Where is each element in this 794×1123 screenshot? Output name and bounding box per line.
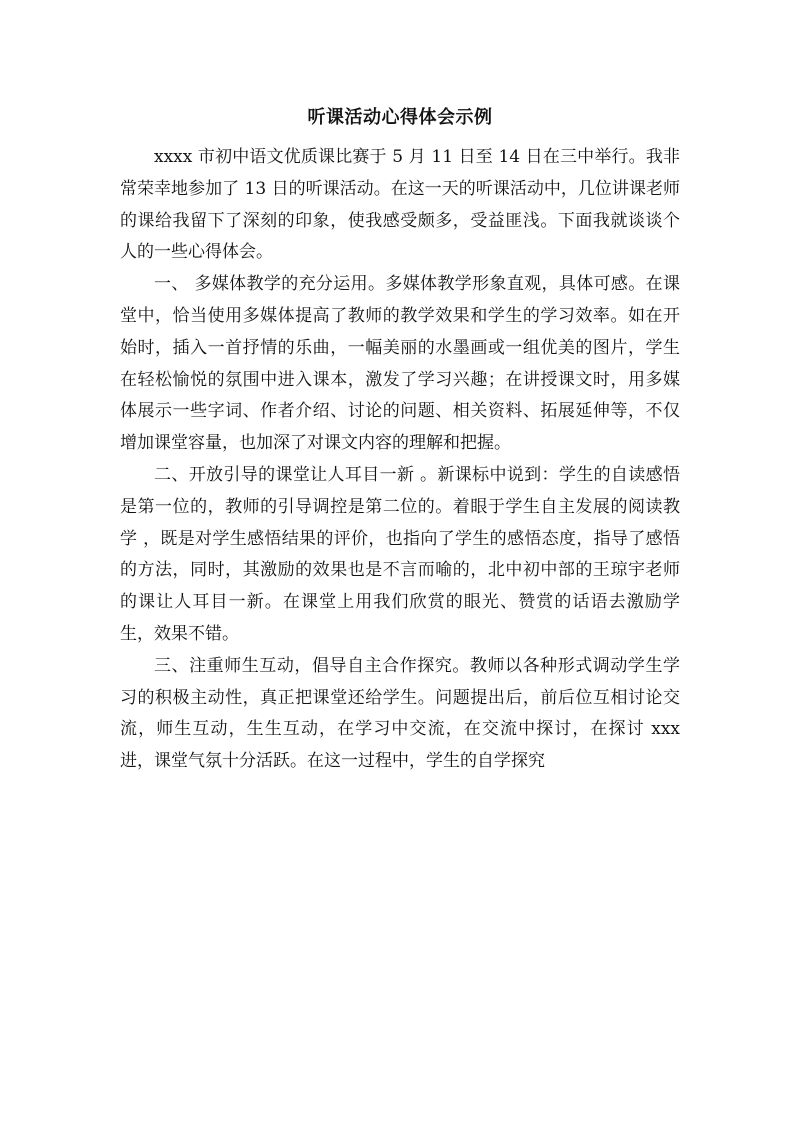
paragraph-open-guidance: 二、开放引导的课堂让人耳目一新 。新课标中说到：学生的自读感悟是第一位的，教师的引导调控是第二位的。着眼于学生自主发展的阅读教学 ，既是对学生感悟结果的评价，也指向了学生的感悟态度，指导了感悟的方法，同时，其激励的效果也是不言而喻的，北中初中部的王琼宇老师的课让人耳目一新。在课堂上用我们欣赏的眼光、赞赏的话语去激励学生，效果不错。 xyxy=(120,464,680,644)
paragraph-multimedia: 一、 多媒体教学的充分运用。多媒体教学形象直观，具体可感。在课堂中，恰当使用多媒体提高了教师的教学效果和学生的学习效率。如在开始时，插入一首抒情的乐曲，一幅美丽的水墨画或一组优美的图片，学生在轻松愉悦的氛围中进入课本，激发了学习兴趣；在讲授课文时，用多媒体展示一些字词、作者介绍、讨论的问题、相关资料、拓展延伸等，不仅增加课堂容量，也加深了对课文内容的理解和把握。 xyxy=(120,274,680,454)
paragraph-interaction: 三、注重师生互动，倡导自主合作探究。教师以各种形式调动学生学习的积极主动性，真正把课堂还给学生。问题提出后，前后位互相讨论交流，师生互动，生生互动，在学习中交流，在交流中探讨，在探讨 xxx 进，课堂气氛十分活跃。在这一过程中，学生的自学探究 xyxy=(120,655,680,772)
paragraph-intro: xxxx 市初中语文优质课比赛于 5 月 11 日至 14 日在三中举行。我非常荣幸地参加了 13 日的听课活动。在这一天的听课活动中，几位讲课老师的课给我留下了深刻的印象，使我感受颇多，受益匪浅。下面我就谈谈个人的一些心得体会。 xyxy=(120,147,680,263)
document-page xyxy=(120,96,680,778)
document-title: 听课活动心得体会示例 xyxy=(307,107,493,128)
